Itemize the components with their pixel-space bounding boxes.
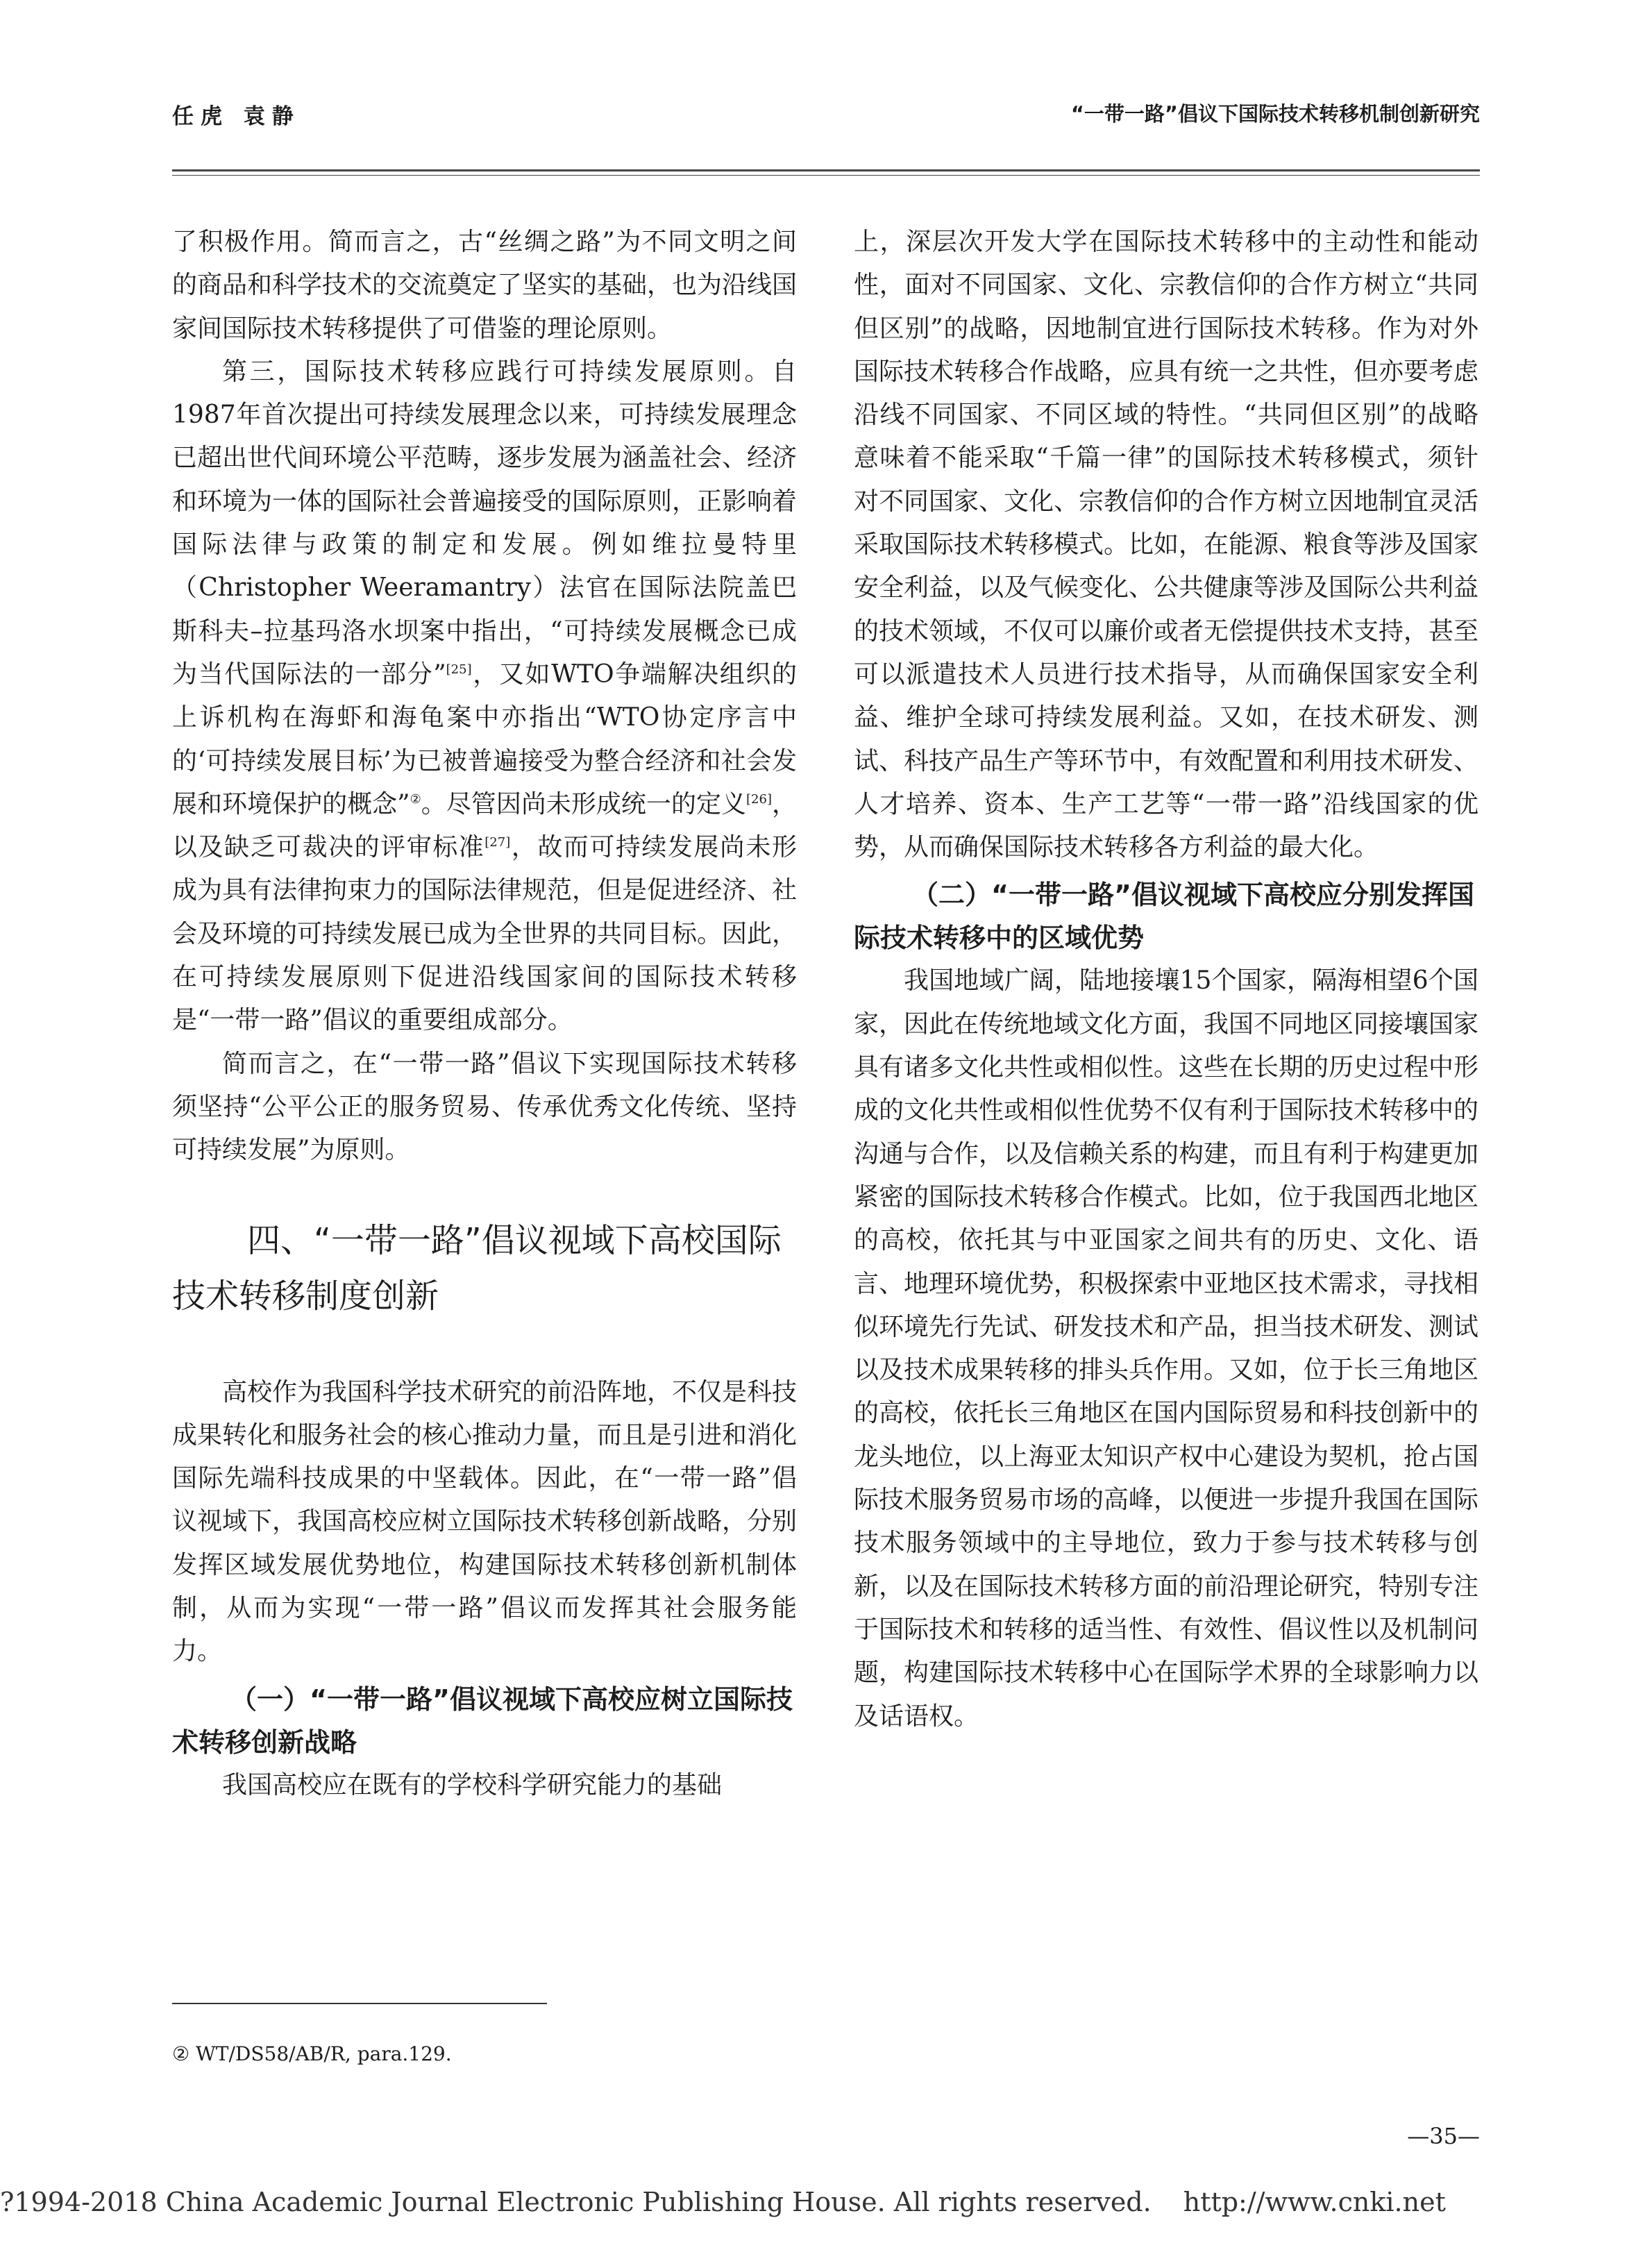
authors: 任虎 袁静 bbox=[172, 104, 301, 129]
paragraph: 我国地域广阔，陆地接壤15个国家，隔海相望6个国家，因此在传统地域文化方面，我国不同地区同接壤国家具有诸多文化共性或相似性。这些在长期的历史过程中形成的文化共性或相似性优势不仅有利于国际技术转移中的沟通与合作，以及信赖关系的构建，而且有利于构建更加紧密的国际技术转移合作模式。比如，位于我国西北地区的高校，依托其与中亚国家之间共有的历史、文化、语言、地理环境优势，积极探索中亚地区技术需求，寻找相似环境先行先试、研发技术和产品，担当技术研发、测试以及技术成果转移的排头兵作用。又如，位于长三角地区的高校，依托长三角地区在国内国际贸易和科技创新中的龙头地位，以上海亚太知识产权中心建设为契机，抢占国际技术服务贸易市场的高峰，以便进一步提升我国在国际技术服务领域中的主导地位，致力于参与技术转移与创新，以及在国际技术转移方面的前沿理论研究，特别专注于国际技术和转移的适当性、有效性、倡议性以及机制问题，构建国际技术转移中心在国际学术界的全球影响力以及话语权。 bbox=[854, 966, 1479, 1731]
paragraph bbox=[172, 351, 797, 1043]
footnote-marker: ② bbox=[410, 791, 421, 807]
footnote: ② WT/DS58/AB/R, para.129. bbox=[172, 2042, 452, 2065]
reference-marker: [26] bbox=[746, 791, 772, 807]
paragraph: 了积极作用。简而言之，古“丝绸之路”为不同文明之间的商品和科学技术的交流奠定了坚实的基础，也为沿线国家间国际技术转移提供了可借鉴的理论原则。 bbox=[172, 228, 798, 343]
right-column bbox=[854, 221, 1478, 1738]
copyright-text: ?1994-2018 China Academic Journal Electronic Publishing House. All rights reserved. bbox=[0, 2187, 1152, 2217]
paragraph: 简而言之，在“一带一路”倡议下实现国际技术转移须坚持“公平公正的服务贸易、传承优秀文化传统、坚持可持续发展”为原则。 bbox=[172, 1049, 797, 1165]
text-run: ，又如WTO争端解决组织的上诉机构在海虾和海龟案中亦指出“WTO协定序言中的‘可持续发展目标’为已被普遍接受为整合经济和社会发展和环境保护的概念” bbox=[172, 660, 798, 818]
reference-marker: [27] bbox=[484, 835, 511, 850]
section-heading: 四、“一带一路”倡议视域下高校国际技术转移制度创新 bbox=[172, 1220, 782, 1316]
paragraph: 高校作为我国科学技术研究的前沿阵地，不仅是科技成果转化和服务社会的核心推动力量，而且是引进和消化国际先端科技成果的中坚载体。因此，在“一带一路”倡议视域下，我国高校应树立国际技术转移创新战略，分别发挥区域发展优势地位，构建国际技术转移创新机制体制，从而为实现“一带一路”倡议而发挥其社会服务能力。 bbox=[172, 1377, 798, 1666]
subsection-heading: （二）“一带一路”倡议视域下高校应分别发挥国际技术转移中的区域优势 bbox=[854, 880, 1474, 954]
footnote-rule bbox=[172, 2003, 547, 2004]
page-number: —35— bbox=[1407, 2123, 1480, 2149]
header-rule-thin bbox=[172, 175, 1480, 176]
running-title: “一带一路”倡议下国际技术转移机制创新研究 bbox=[1070, 102, 1480, 126]
left-column bbox=[172, 221, 797, 1807]
page-header bbox=[172, 99, 1480, 140]
header-rule-thick bbox=[172, 169, 1480, 171]
copyright-url: http://www.cnki.net bbox=[1183, 2187, 1446, 2217]
subsection-heading: （一）“一带一路”倡议视域下高校应树立国际技术转移创新战略 bbox=[172, 1683, 793, 1758]
reference-marker: [25] bbox=[446, 662, 472, 677]
copyright-line bbox=[0, 2187, 1446, 2217]
text-run: ，以及缺乏可裁决的评审标准 bbox=[172, 789, 797, 862]
paragraph: 我国高校应在既有的学校科学研究能力的基础 bbox=[222, 1770, 723, 1799]
text-run: 第三，国际技术转移应践行可持续发展原则。自1987年首次提出可持续发展理念以来，可持续发展理念已超出世代间环境公平范畴，逐步发展为涵盖社会、经济和环境为一体的国际社会普遍接受的国际原则，正影响着国际法律与政策的制定和发展。例如维拉曼特里（Christopher Weeramantry）法官在国际法院盖巴斯科夫–拉基玛洛水坝案中指出，“可持续发展概念已成为当代国际法的一部分” bbox=[172, 357, 798, 689]
paragraph: 上，深层次开发大学在国际技术转移中的主动性和能动性，面对不同国家、文化、宗教信仰的合作方树立“共同但区别”的战略，因地制宜进行国际技术转移。作为对外国际技术转移合作战略，应具有统一之共性，但亦要考虑沿线不同国家、不同区域的特性。“共同但区别”的战略意味着不能采取“千篇一律”的国际技术转移模式，须针对不同国家、文化、宗教信仰的合作方树立因地制宜灵活采取国际技术转移模式。比如，在能源、粮食等涉及国家安全利益，以及气候变化、公共健康等涉及国际公共利益的技术领域，不仅可以廉价或者无偿提供技术支持，甚至可以派遣技术人员进行技术指导，从而确保国家安全利益、维护全球可持续发展利益。又如，在技术研发、测试、科技产品生产等环节中，有效配置和利用技术研发、人才培养、资本、生产工艺等“一带一路”沿线国家的优势，从而确保国际技术转移各方利益的最大化。 bbox=[854, 228, 1479, 862]
text-run: ，故而可持续发展尚未形成为具有法律拘束力的国际法律规范，但是促进经济、社会及环境的可持续发展已成为全世界的共同目标。因此，在可持续发展原则下促进沿线国家间的国际技术转移是“一带一路”倡议的重要组成部分。 bbox=[172, 833, 798, 1035]
text-run: 。尽管因尚未形成统一的定义 bbox=[421, 789, 747, 818]
